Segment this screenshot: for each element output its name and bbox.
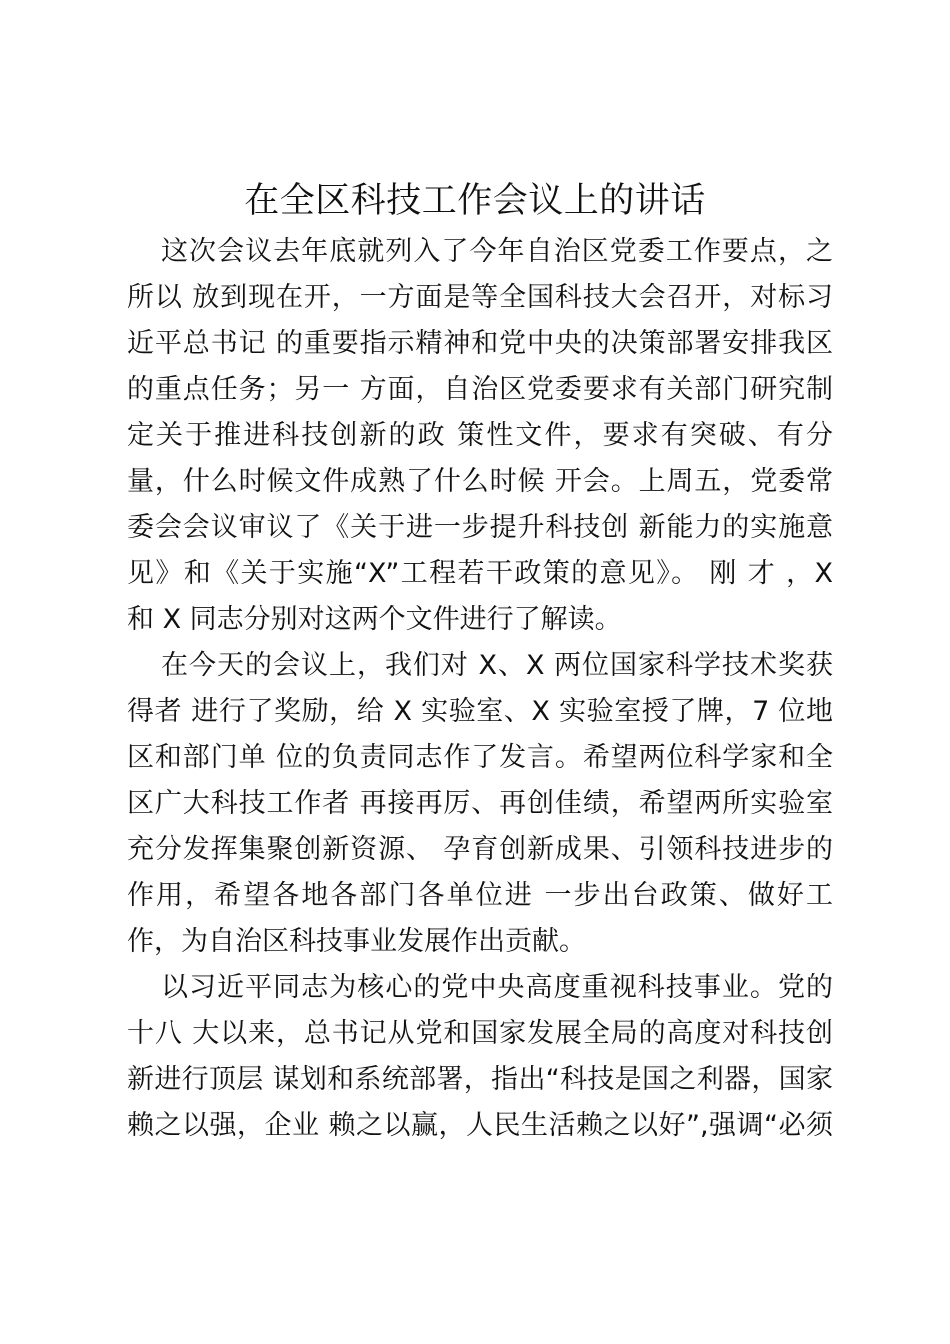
text-line: 以习近平同志为核心的党中央高度重视科技事业。党的 xyxy=(161,972,833,1003)
text-line: 区广大科技工作者 再接再厉、再创佳绩，希望两所实验室 xyxy=(127,788,833,819)
text-line: 量，什么时候文件成熟了什么时候 开会。上周五，党委常 xyxy=(127,466,833,497)
text-line: 见》和《关于实施“X”工程若干政策的意见》。 刚 才 ，X xyxy=(127,558,833,589)
text-line: 作用，希望各地各部门各单位进 一步出台政策、做好工 xyxy=(127,880,833,911)
text-line: 区和部门单 位的负责同志作了发言。希望两位科学家和全 xyxy=(127,742,833,773)
text-line: 所以 放到现在开，一方面是等全国科技大会召开，对标习 xyxy=(127,282,833,313)
text-line: 充分发挥集聚创新资源、 孕育创新成果、引领科技进步的 xyxy=(127,834,833,865)
document-body xyxy=(127,229,833,1149)
document-title: 在全区科技工作会议上的讲话 xyxy=(244,181,706,221)
text-line: 的重点任务；另一 方面，自治区党委要求有关部门研究制 xyxy=(127,374,833,405)
text-line: 定关于推进科技创新的政 策性文件，要求有突破、有分 xyxy=(127,420,833,451)
text-line: 委会会议审议了《关于进一步提升科技创 新能力的实施意 xyxy=(127,512,833,543)
text-line: 作，为自治区科技事业发展作出贡献。 xyxy=(127,926,586,957)
text-line: 这次会议去年底就列入了今年自治区党委工作要点，之 xyxy=(161,236,833,267)
text-line: 赖之以强，企业 赖之以赢，人民生活赖之以好”,强调“必须 xyxy=(127,1110,833,1141)
text-line: 在今天的会议上，我们对 X、X 两位国家科学技术奖获 xyxy=(161,650,833,681)
text-line: 和 X 同志分别对这两个文件进行了解读。 xyxy=(127,604,622,635)
text-line: 近平总书记 的重要指示精神和党中央的决策部署安排我区 xyxy=(127,328,833,359)
text-line: 十八 大以来，总书记从党和国家发展全局的高度对科技创 xyxy=(127,1018,833,1049)
text-line: 新进行顶层 谋划和系统部署，指出“科技是国之利器，国家 xyxy=(127,1064,833,1095)
text-line: 得者 进行了奖励，给 X 实验室、X 实验室授了牌，7 位地 xyxy=(127,696,833,727)
